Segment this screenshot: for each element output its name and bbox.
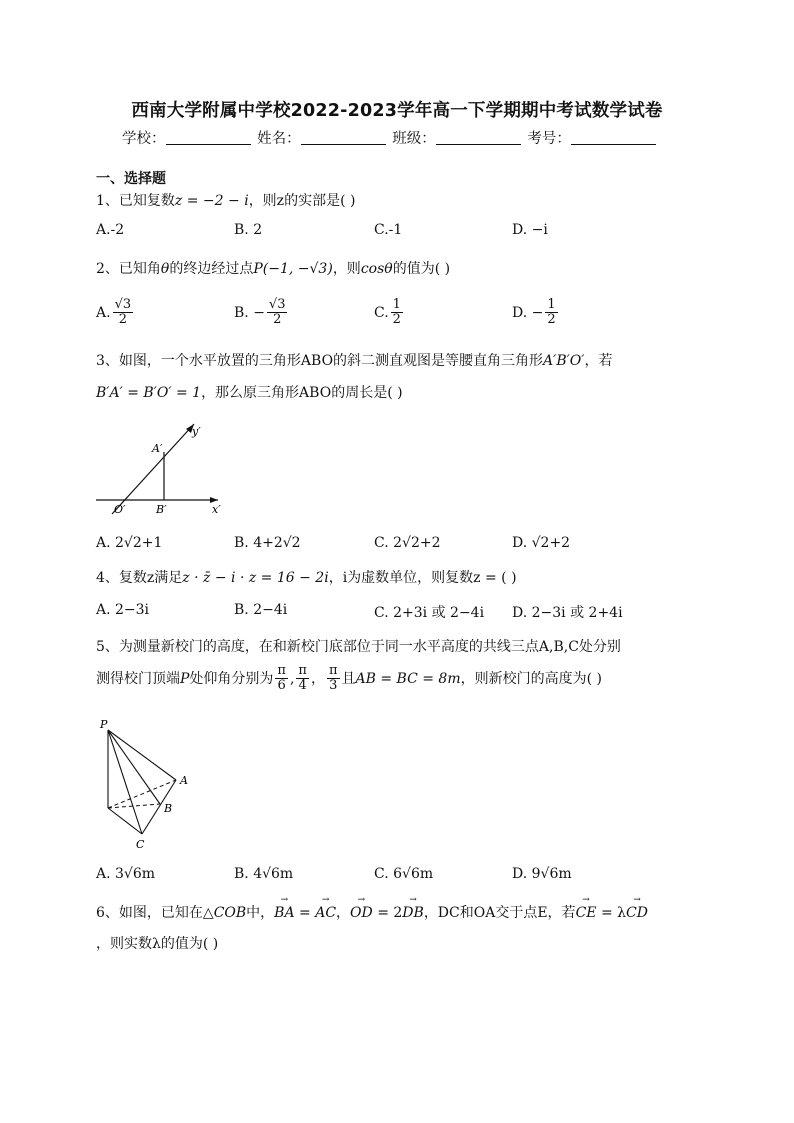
q5-f1-num: π xyxy=(277,663,286,678)
q2-option-d[interactable] xyxy=(512,298,560,328)
q4-option-c[interactable]: C. 2+3i 或 2−4i xyxy=(374,605,485,621)
q2-b-label: B. − xyxy=(234,304,265,321)
q2-point: P(−1, −√3) xyxy=(253,261,333,277)
q6-eq2: = 2 xyxy=(372,905,403,921)
q6-eq3: = λ xyxy=(596,905,627,921)
vector-ac: → AC xyxy=(315,905,336,921)
q2-a-den: 2 xyxy=(118,312,127,328)
q3-oblique-figure xyxy=(90,418,240,518)
edge-foot-c xyxy=(108,808,142,834)
edge-p-a xyxy=(108,730,176,780)
exam-title: 西南大学附属中学校2022-2023学年高一下学期期中考试数学试卷 xyxy=(131,101,663,121)
q1-option-c[interactable]: C.-1 xyxy=(374,222,403,238)
q6-comma: ， xyxy=(336,905,351,921)
question-1 xyxy=(96,190,355,210)
q4-option-a[interactable]: A. 2−3i xyxy=(96,602,150,618)
q3-options xyxy=(96,535,696,559)
q2-mid2: ，则 xyxy=(332,261,361,277)
question-3-line-2 xyxy=(96,382,403,402)
label-b: B xyxy=(164,802,173,815)
q2-d-fraction xyxy=(545,298,557,328)
q4-suffix: ，i为虚数单位，则复数z = ( ) xyxy=(328,570,517,586)
q2-a-num: √3 xyxy=(114,297,132,312)
q2-b-den: 2 xyxy=(273,312,282,328)
q2-mid: 的终边经过点 xyxy=(169,261,254,277)
section-heading: 一、选择题 xyxy=(96,171,166,187)
question-5-line-1: 5、为测量新校门的高度，在和新校门底部位于同一水平高度的共线三点A,B,C处分别 xyxy=(96,639,621,655)
q2-b-fraction xyxy=(267,298,288,328)
q2-cos: cosθ xyxy=(360,261,393,277)
q5-f1-den: 6 xyxy=(277,678,286,694)
q5-p: P xyxy=(180,670,190,687)
q5-and: 且 xyxy=(341,670,356,687)
q5-line2-mid: 处仰角分别为 xyxy=(189,670,274,687)
q2-c-label: C. xyxy=(374,304,389,321)
vector-od: → OD xyxy=(350,905,373,921)
q3-option-b[interactable]: B. 4+2√2 xyxy=(234,535,301,551)
label-o-prime: O′ xyxy=(114,503,126,516)
vector-cd: → CD xyxy=(626,905,648,921)
question-5-line-2: 测得校门顶端P处仰角分别为 $\frac{\pi}{6}$ , $\frac{\pi}{4}$ ， $\frac{\pi}{3}$ 且AB = BC = 8m，则新校门的高度为( ) xyxy=(96,663,602,694)
q1-option-b[interactable]: B. 2 xyxy=(234,222,263,238)
question-6-line-1 xyxy=(96,902,648,922)
q2-d-label: D. − xyxy=(512,304,544,321)
q6-mid1: 中， xyxy=(246,905,275,921)
label-y-prime: y′ xyxy=(192,425,201,438)
q6-eq1: = xyxy=(294,905,316,921)
school-blank[interactable] xyxy=(166,130,251,145)
number-blank[interactable] xyxy=(571,130,656,145)
q3-option-d[interactable]: D. √2+2 xyxy=(512,535,571,551)
q2-prefix: 2、已知角 xyxy=(96,261,161,277)
q2-theta: θ xyxy=(160,261,170,277)
q2-c-den: 2 xyxy=(392,312,401,328)
q5-line2-prefix: 测得校门顶端 xyxy=(96,670,180,687)
q5-pyramid-figure xyxy=(96,716,206,856)
q1-options xyxy=(96,222,696,246)
edge-p-c xyxy=(108,730,142,834)
vector-ce: → CE xyxy=(576,905,597,921)
q3-line2-expr: B′A′ = B′O′ = 1 xyxy=(96,385,202,401)
q5-line2-expr: AB = BC = 8m xyxy=(355,670,461,687)
vector-ba: → BA xyxy=(274,905,294,921)
q5-option-c[interactable]: C. 6√6m xyxy=(374,866,434,882)
q2-option-b[interactable] xyxy=(234,298,289,328)
question-6-line-2: ，则实数λ的值为( ) xyxy=(96,936,219,952)
q2-d-den: 2 xyxy=(547,312,556,328)
class-label: 班级： xyxy=(392,131,436,147)
question-4 xyxy=(96,567,517,587)
q5-f3-den: 3 xyxy=(329,678,338,694)
edge-p-b xyxy=(108,730,160,804)
question-2 xyxy=(96,258,450,278)
q4-option-b[interactable]: B. 2−4i xyxy=(234,602,288,618)
q2-a-label: A. xyxy=(96,304,111,321)
q3-line1-prefix: 3、如图，一个水平放置的三角形ABO的斜二测直观图是等腰直角三角形 xyxy=(96,353,544,369)
label-c: C xyxy=(136,838,145,851)
name-label: 姓名： xyxy=(257,131,301,147)
student-info-row xyxy=(122,127,658,148)
q1-prefix: 1、已知复数 xyxy=(96,193,175,209)
q4-expr: z · z̄ − i · z = 16 − 2i xyxy=(182,570,329,586)
q2-c-num: 1 xyxy=(392,297,401,312)
q5-fraction-2 xyxy=(296,664,309,694)
q2-a-fraction xyxy=(113,298,134,328)
q4-options xyxy=(96,602,696,626)
q4-prefix: 4、复数z满足 xyxy=(96,570,183,586)
q3-line1-suffix: ，若 xyxy=(584,353,613,369)
q5-line2-suffix: ，则新校门的高度为( ) xyxy=(460,670,602,687)
q4-option-d[interactable]: D. 2−3i 或 2+4i xyxy=(512,605,623,621)
label-a-prime: A′ xyxy=(152,442,163,455)
q2-option-a[interactable] xyxy=(96,298,135,328)
q1-option-d[interactable]: D. −i xyxy=(512,222,548,238)
q5-options xyxy=(96,866,696,890)
vector-db: → DB xyxy=(402,905,424,921)
number-label: 考号： xyxy=(527,131,571,147)
q3-line1-expr: A′B′O′ xyxy=(543,353,585,369)
q2-c-fraction xyxy=(391,298,403,328)
q6-mid2: ，DC和OA交于点E，若 xyxy=(423,905,576,921)
q1-expr: z = −2 − i xyxy=(174,193,249,209)
q2-options xyxy=(96,298,696,342)
q5-f2-num: π xyxy=(298,663,307,678)
q5-option-b[interactable]: B. 4√6m xyxy=(234,866,294,882)
class-blank[interactable] xyxy=(436,130,521,145)
label-b-prime: B′ xyxy=(156,503,167,516)
q6-prefix: 6、如图，已知在 xyxy=(96,905,203,921)
q2-b-num: √3 xyxy=(268,297,286,312)
q5-f2-den: 4 xyxy=(298,678,307,694)
q6-triangle: △COB xyxy=(202,905,247,921)
q5-option-d[interactable]: D. 9√6m xyxy=(512,866,572,882)
q5-f3-num: π xyxy=(328,663,338,678)
q5-option-a[interactable]: A. 3√6m xyxy=(96,866,156,882)
label-p: P xyxy=(100,718,108,731)
q2-suffix: 的值为( ) xyxy=(392,261,451,277)
name-blank[interactable] xyxy=(301,130,386,145)
q3-option-c[interactable]: C. 2√2+2 xyxy=(374,535,441,551)
school-label: 学校： xyxy=(122,131,166,147)
q2-option-c[interactable] xyxy=(374,298,405,328)
q1-suffix: ，则z的实部是( ) xyxy=(248,193,356,209)
q3-option-a[interactable]: A. 2√2+1 xyxy=(96,535,163,551)
q2-d-num: 1 xyxy=(547,297,556,312)
q5-fraction-1 xyxy=(275,664,288,694)
q5-fraction-3 xyxy=(327,664,340,694)
label-x-prime: x′ xyxy=(212,503,221,516)
label-a: A xyxy=(180,774,188,787)
question-3-line-1 xyxy=(96,350,612,370)
q1-option-a[interactable]: A.-2 xyxy=(96,222,125,238)
q3-line2-suffix: ，那么原三角形ABO的周长是( ) xyxy=(201,385,403,401)
